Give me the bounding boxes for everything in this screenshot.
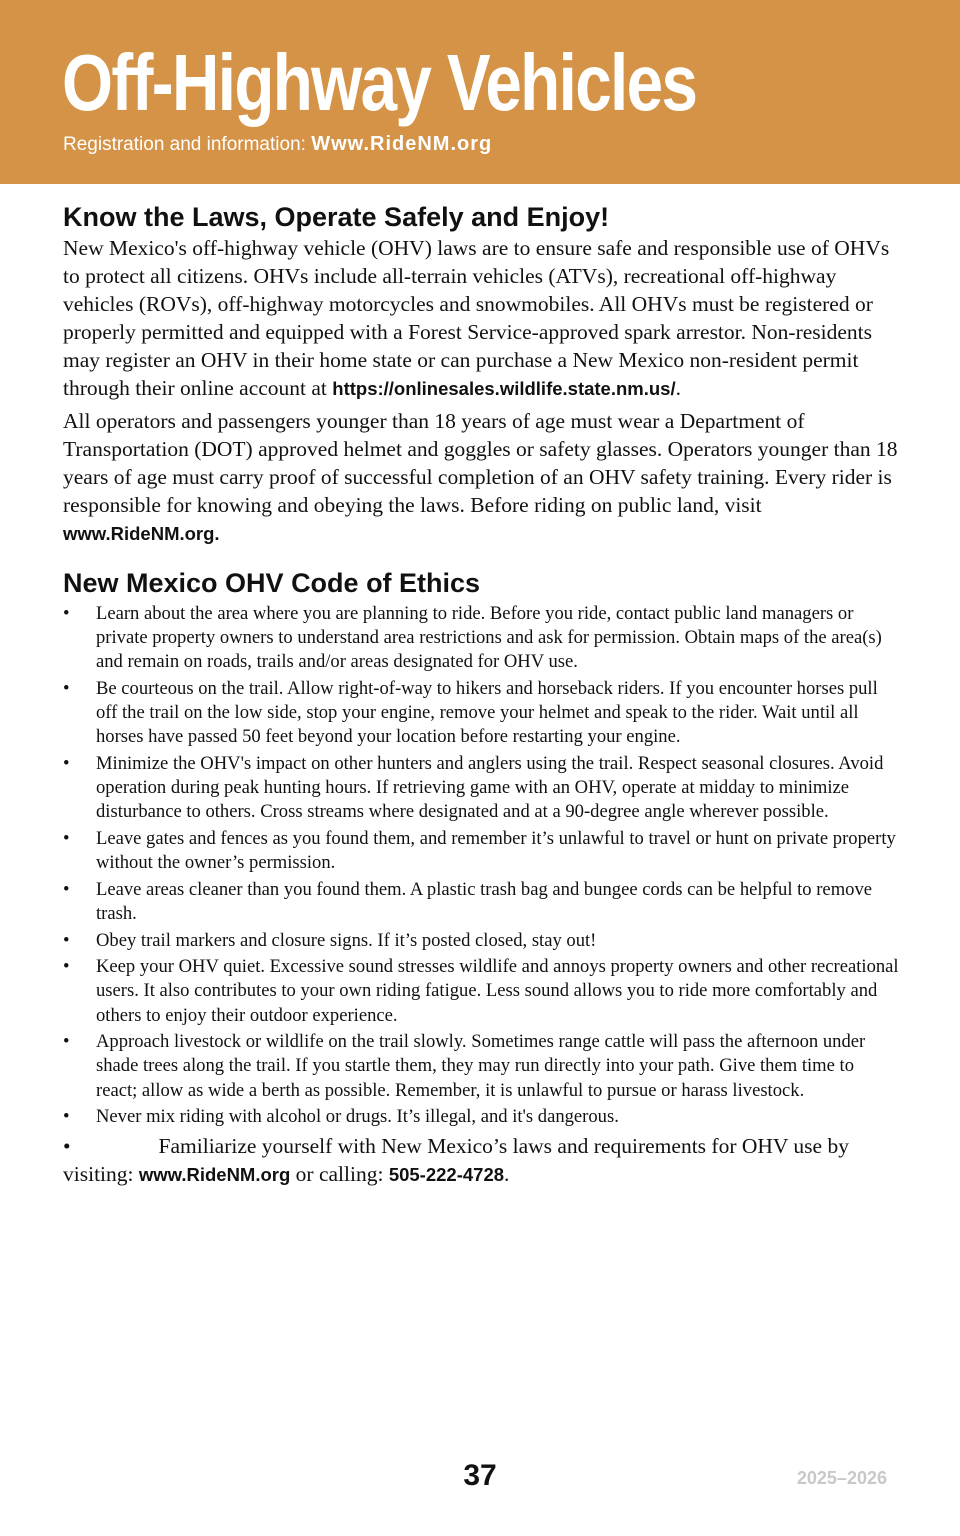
laws-paragraph-1-text: New Mexico's off-highway vehicle (OHV) laws are to ensure safe and responsible use of OHVs to protect all citizens. OHVs include all-terrain vehicles (ATVs), recreational off-highway vehicles (ROVs), off-highway motorcycles and snowmobiles. All OHVs must be registered or properly permitted and equipped with a Forest Service-approved spark arrestor. Non-residents may register an OHV in their home state or can purchase a New Mexico non-resident permit through their online account at	[63, 236, 890, 400]
laws-paragraph-1-end: .	[675, 376, 681, 400]
registration-label: Registration and information:	[63, 134, 306, 155]
ethics-item-text: Obey trail markers and closure signs. If it’s posted closed, stay out!	[96, 929, 597, 951]
ethics-list-item	[63, 1105, 899, 1129]
bullet-marker: •	[63, 678, 70, 699]
ethics-list-item	[63, 1030, 899, 1103]
page-number: 37	[463, 1459, 497, 1492]
bullet-marker: •	[63, 878, 70, 900]
laws-paragraph-1	[63, 234, 899, 403]
edition-years: 2025–2026	[796, 1468, 887, 1488]
ethics-list-item	[63, 827, 899, 875]
ethics-item-text: Leave areas cleaner than you found them. A plastic trash bag and bungee cords can be helpful to remove trash.	[96, 878, 872, 924]
closing-ridenm-link[interactable]: www.RideNM.org	[138, 1163, 291, 1185]
laws-paragraph-2	[63, 407, 899, 548]
ethics-item-text: Leave gates and fences as you found them, and remember it’s unlawful to travel or hunt on private property without the owner’s permission.	[96, 828, 896, 874]
ethics-list-item	[63, 602, 899, 675]
closing-mid-text: or calling:	[295, 1161, 384, 1186]
ethics-list-item	[63, 677, 899, 750]
main-content	[63, 200, 899, 1189]
bullet-marker: •	[63, 929, 70, 951]
ethics-list-item	[63, 929, 899, 953]
closing-bullet: •	[63, 1133, 71, 1158]
phone-number[interactable]: 505-222-4728	[388, 1163, 505, 1185]
ridenm-link[interactable]: www.RideNM.org.	[63, 523, 220, 544]
laws-heading: Know the Laws, Operate Safely and Enjoy!	[63, 202, 610, 232]
online-sales-link[interactable]: https://onlinesales.wildlife.state.nm.us/	[332, 378, 676, 399]
ethics-item-text: Learn about the area where you are planning to ride. Before you ride, contact public land managers or private property owners to understand area restrictions and ask for permission. Obtain maps of the area(s) and remain on roads, trails and/or areas designated for OHV use.	[96, 603, 882, 673]
bullet-marker: •	[63, 1031, 70, 1053]
ethics-heading: New Mexico OHV Code of Ethics	[63, 568, 481, 598]
bullet-marker: •	[63, 956, 70, 978]
ethics-list-item	[63, 955, 899, 1028]
ethics-item-text: Be courteous on the trail. Allow right-of-way to hikers and horseback riders. If you encounter horses pull off the trail on the low side, stop your engine, remove your helmet and speak to the rider. Wait until all horses have passed 50 feet beyond your location before restarting your engine.	[96, 678, 878, 748]
page-title: Off-Highway Vehicles	[62, 38, 697, 127]
bullet-marker: •	[63, 1106, 70, 1128]
laws-paragraph-2-text: All operators and passengers younger than 18 years of age must wear a Department of Transportation (DOT) approved helmet and goggles or safety glasses. Operators younger than 18 years of age must carry proof of successful completion of an OHV safety training. Every rider is responsible for knowing and obeying the laws. Before riding on public land, visit	[63, 409, 898, 517]
registration-info	[63, 132, 492, 157]
ethics-list-item	[63, 752, 899, 825]
ethics-item-text: Keep your OHV quiet. Excessive sound stresses wildlife and annoys property owners and other recreational users. It also contributes to your own riding fatigue. Less sound allows you to ride more comfortably and others to enjoy their outdoor experience.	[96, 956, 899, 1026]
bullet-marker: •	[63, 603, 70, 624]
ethics-item-text: Minimize the OHV's impact on other hunters and anglers using the trail. Respect seasonal closures. Avoid operation during peak hunting hours. If retrieving game with an OHV, operate at midday to minimize disturbance to others. Cross streams where designated and at a 90-degree angle wherever possible.	[96, 753, 884, 823]
ethics-item-text: Never mix riding with alcohol or drugs. It’s illegal, and it's dangerous.	[96, 1106, 619, 1128]
bullet-marker: •	[63, 828, 70, 849]
ethics-item-text: Approach livestock or wildlife on the trail slowly. Sometimes range cattle will pass the afternoon under shade trees along the trail. If you startle them, they may run directly into your path. Give them time to react; allow as wide a berth as possible. Remember, it is unlawful to pursue or harass livestock.	[96, 1031, 866, 1101]
ethics-list	[63, 602, 899, 1129]
closing-end: .	[504, 1161, 510, 1186]
closing-text: Familiarize yourself with New Mexico’s laws and requirements for OHV use by visiting:	[63, 1133, 849, 1186]
ethics-list-item	[63, 878, 899, 926]
header-banner	[0, 0, 960, 184]
bullet-marker: •	[63, 753, 70, 774]
registration-link[interactable]: Www.RideNM.org	[311, 133, 493, 155]
closing-paragraph	[63, 1132, 899, 1189]
